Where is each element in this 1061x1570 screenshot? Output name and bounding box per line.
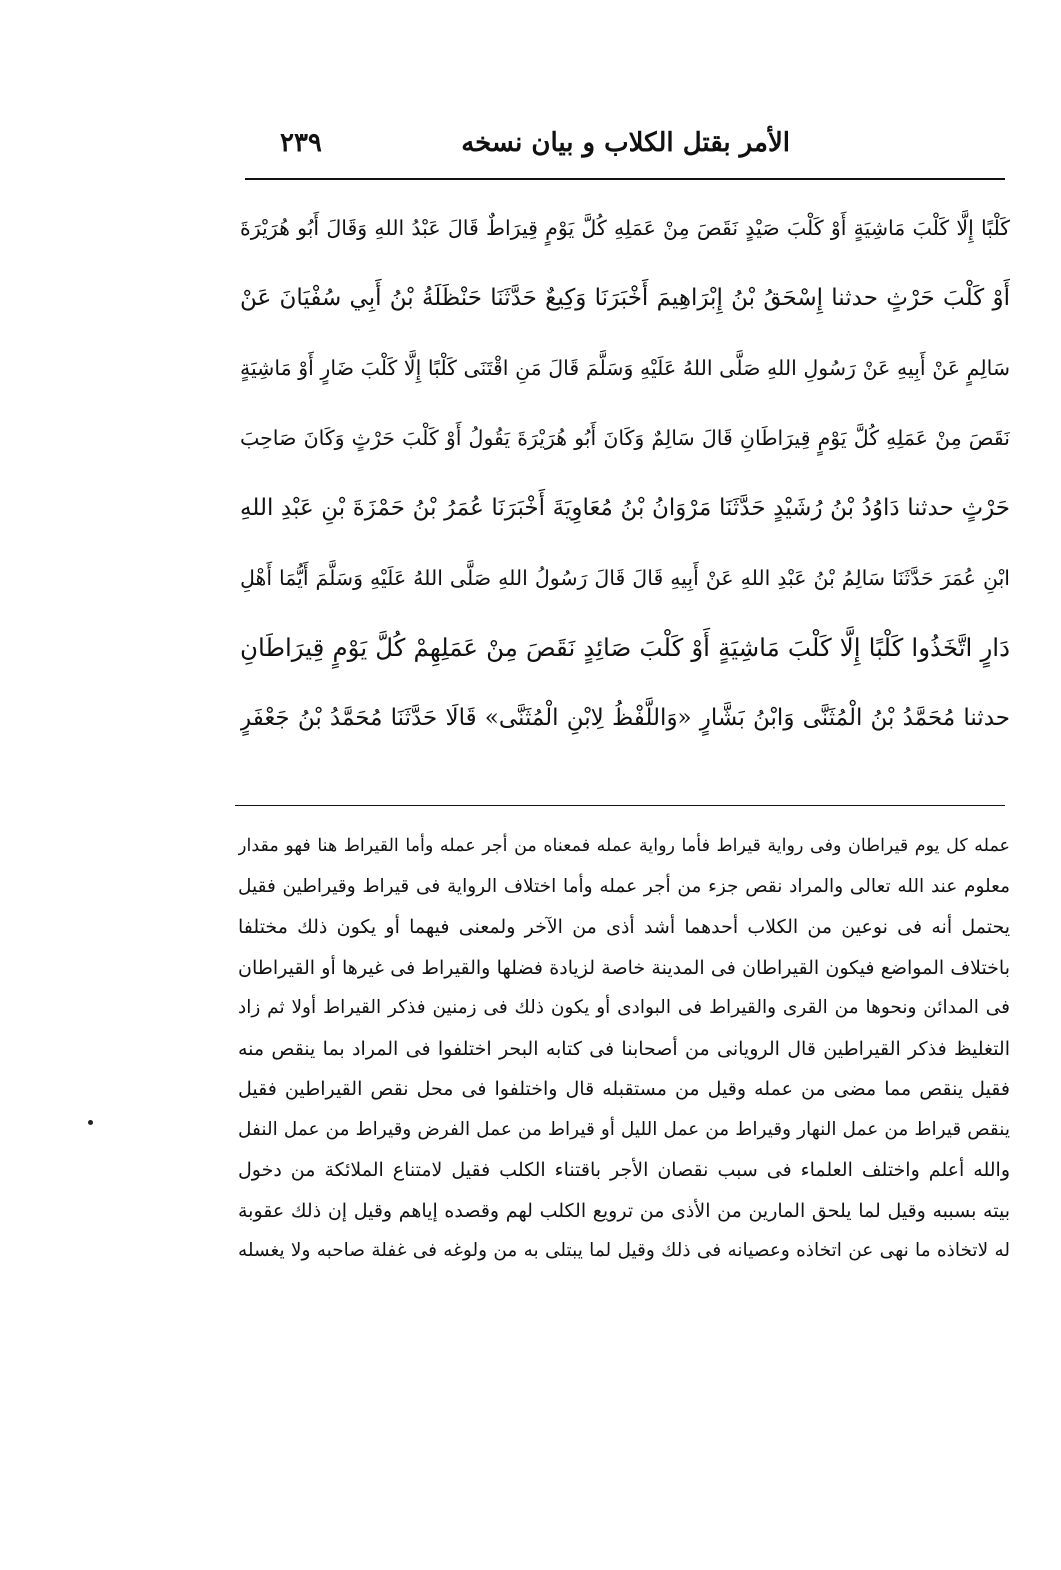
- header-rule: [245, 178, 1005, 180]
- note-line: فى المدائن ونحوها من القرى والقيراط فى البوادى أو يكون ذلك فى زمنين فذكر القيراط أولا ثم زاد: [238, 997, 1010, 1018]
- note-line: والله أعلم واختلف العلماء فى سبب نقصان الأجر باقتناء الكلب فقيل لامتناع الملائكة من دخول: [238, 1159, 1010, 1181]
- note-line: عمله كل يوم قيراطان وفى رواية قيراط فأما رواية عمله فمعناه من أجر عمله وأما القيراط هنا فهو مقدار: [238, 836, 1010, 856]
- page-number: ٢٣٩: [280, 128, 322, 158]
- note-line: معلوم عند الله تعالى والمراد نقص جزء من أجر عمله وأما اختلاف الرواية فى قيراط وقيراطين فقيل: [238, 875, 1010, 897]
- text-line: أَوْ كَلْبَ حَرْثٍ حدثنا إِسْحَقُ بْنُ إِبْرَاهِيمَ أَخْبَرَنَا وَكِيعٌ حَدَّثَنَا حَنْظَلَةُ بْنُ أَبِي سُفْيَانَ عَنْ: [240, 285, 1010, 311]
- text-line: حَرْثٍ حدثنا دَاوُدُ بْنُ رُشَيْدٍ حَدَّثَنَا مَرْوَانُ بْنُ مُعَاوِيَةَ أَخْبَرَنَا عُمَرُ بْنُ حَمْزَةَ بْنِ عَبْدِ اللهِ: [240, 495, 1010, 521]
- commentary-text: [238, 826, 1010, 1272]
- note-line: يحتمل أنه فى نوعين من الكلاب أحدهما أشد أذى من الآخر ولمعنى فيهما أو يكون ذلك مختلفا: [238, 916, 1010, 938]
- note-line: باختلاف المواضع فيكون القيراطان فى المدينة خاصة لزيادة فضلها والقيراط فى غيرها أو القيراطان: [238, 956, 1010, 979]
- text-line: نَقَصَ مِنْ عَمَلِهِ كُلَّ يَوْمٍ قِيرَاطَانِ قَالَ سَالِمٌ وَكَانَ أَبُو هُرَيْرَةَ يَقُولُ أَوْ كَلْبَ حَرْثٍ وَكَانَ صَاحِبَ: [240, 426, 1010, 450]
- note-line: التغليظ فذكر القيراطين قال الرويانى من أصحابنا فى كتابه البحر اختلفوا فى المراد بما ينقص منه: [238, 1037, 1010, 1060]
- scan-speck: [88, 1120, 93, 1125]
- text-line: كَلْبًا إِلَّا كَلْبَ مَاشِيَةٍ أَوْ كَلْبَ صَيْدٍ نَقَصَ مِنْ عَمَلِهِ كُلَّ يَوْمٍ قِيرَاطٌ قَالَ عَبْدُ اللهِ وَقَالَ أَبُو هُرَيْرَةَ: [240, 216, 1010, 240]
- note-line: له لاتخاذه ما نهى عن اتخاذه وعصيانه فى ذلك وقيل لما يبتلى به من ولوغه فى غفلة صاحبه ولا يغسله: [238, 1240, 1010, 1261]
- text-line: ابْنِ عُمَرَ حَدَّثَنَا سَالِمُ بْنُ عَبْدِ اللهِ عَنْ أَبِيهِ قَالَ قَالَ رَسُولُ اللهِ صَلَّى اللهُ عَلَيْهِ وَسَلَّمَ أَيُّمَا أَهْلِ: [240, 566, 1010, 590]
- note-line: فقيل ينقص مما مضى من عمله وقيل من مستقبله قال واختلفوا فى محل نقص القيراطين فقيل: [238, 1078, 1010, 1100]
- text-line: سَالِمٍ عَنْ أَبِيهِ عَنْ رَسُولِ اللهِ صَلَّى اللهُ عَلَيْهِ وَسَلَّمَ قَالَ مَنِ اقْتَنَى كَلْبًا إِلَّا كَلْبَ ضَارٍ أَوْ مَاشِيَةٍ: [240, 356, 1010, 380]
- chapter-title: الأمر بقتل الكلاب و بيان نسخه: [461, 128, 790, 158]
- text-line: حدثنا مُحَمَّدُ بْنُ الْمُثَنَّى وَابْنُ بَشَّارٍ «وَاللَّفْظُ لِابْنِ الْمُثَنَّى» قَالَا حَدَّثَنَا مُحَمَّدُ بْنُ جَعْفَرٍ: [240, 705, 1010, 731]
- note-line: ينقص قيراط من عمل النهار وقيراط من عمل الليل أو قيراط من عمل الفرض وقيراط من عمل النفل: [238, 1118, 1010, 1140]
- commentary-divider: [235, 805, 1005, 806]
- running-header: [245, 128, 1005, 174]
- text-line: دَارٍ اتَّخَذُوا كَلْبًا إِلَّا كَلْبَ مَاشِيَةٍ أَوْ كَلْبَ صَائِدٍ نَقَصَ مِنْ عَمَلِهِمْ كُلَّ يَوْمٍ قِيرَاطَانِ: [240, 633, 1010, 662]
- hadith-text: [240, 193, 1010, 753]
- note-line: بيته بسببه وقيل لما يلحق المارين من الأذى من ترويع الكلب لهم وقصده إياهم وقيل إن ذلك عقوبة: [238, 1199, 1010, 1222]
